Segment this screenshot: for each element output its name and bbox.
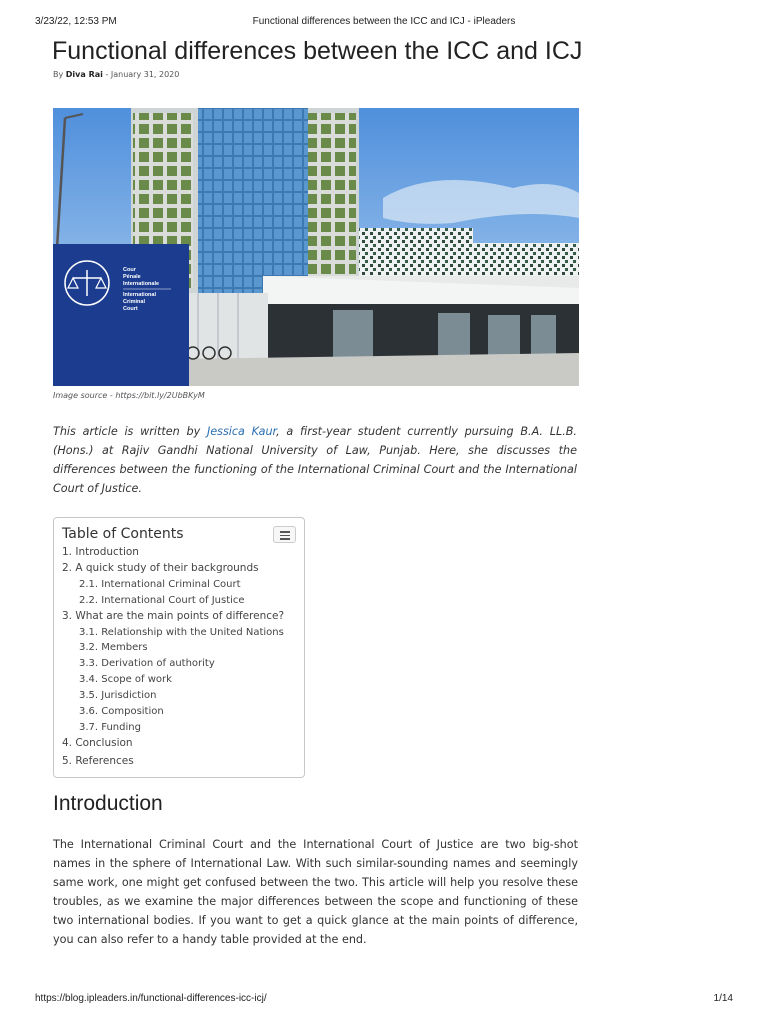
print-page-title: Functional differences between the ICC and ICJ - iPleaders bbox=[252, 16, 516, 27]
toc-item-icj[interactable]: 2.2. International Court of Justice bbox=[79, 594, 245, 606]
menu-icon-line bbox=[280, 538, 290, 540]
print-datetime: 3/23/22, 12:53 PM bbox=[35, 16, 117, 27]
intro-text-before: This article is written by bbox=[53, 425, 207, 438]
author-link[interactable]: Diva Rai bbox=[65, 70, 103, 79]
toc-item-scope[interactable]: 3.4. Scope of work bbox=[79, 674, 172, 686]
author-intro-paragraph bbox=[53, 422, 577, 498]
sign-line: Internationale bbox=[123, 281, 160, 287]
toc-item-icc[interactable]: 2.1. International Criminal Court bbox=[79, 578, 241, 590]
toc-toggle-button[interactable] bbox=[273, 526, 296, 543]
publish-date: January 31, 2020 bbox=[110, 70, 180, 79]
menu-icon bbox=[280, 531, 290, 533]
toc-item-authority[interactable]: 3.3. Derivation of authority bbox=[79, 658, 215, 670]
sign-line: Pénale bbox=[123, 274, 141, 280]
section-heading-introduction: Introduction bbox=[53, 792, 163, 815]
article-title: Functional differences between the ICC and ICJ bbox=[52, 37, 583, 65]
toc-list bbox=[62, 545, 284, 770]
toc-item-funding[interactable]: 3.7. Funding bbox=[79, 721, 141, 733]
image-caption: Image source - https://bit.ly/2UbBKyM bbox=[53, 391, 205, 400]
intro-text-after: , a first-year student currently pursuing B.A. LL.B. (Hons.) at Rajiv Gandhi National University of Law, Punjab. Here, she discusses the differences between the functioning of the International Criminal Court and the International Court of Justice. bbox=[53, 425, 577, 495]
page-number: 1/14 bbox=[713, 993, 733, 1004]
toc-item-members[interactable]: 3.2. Members bbox=[79, 642, 148, 654]
toc-item-jurisdiction[interactable]: 3.5. Jurisdiction bbox=[79, 690, 157, 702]
toc-title: Table of Contents bbox=[62, 526, 184, 542]
table-of-contents bbox=[53, 517, 305, 778]
toc-item-differences[interactable]: 3. What are the main points of difference? bbox=[62, 609, 285, 622]
print-footer bbox=[35, 993, 733, 1007]
toc-item-references[interactable]: 5. References bbox=[62, 754, 134, 767]
toc-item-introduction[interactable]: 1. Introduction bbox=[62, 546, 139, 558]
sign-line: Cour bbox=[123, 267, 136, 273]
hero-image bbox=[53, 108, 579, 386]
toc-item-conclusion[interactable]: 4. Conclusion bbox=[62, 736, 133, 749]
byline bbox=[53, 70, 179, 79]
menu-icon-line bbox=[280, 535, 290, 537]
sign-line: Criminal bbox=[123, 299, 146, 305]
sign-line: Court bbox=[123, 306, 138, 312]
toc-item-composition[interactable]: 3.6. Composition bbox=[79, 706, 164, 718]
byline-separator: - bbox=[105, 70, 111, 79]
page-url: https://blog.ipleaders.in/functional-differences-icc-icj/ bbox=[35, 993, 267, 1004]
icc-building-photo bbox=[53, 108, 579, 386]
print-header bbox=[35, 16, 733, 30]
toc-item-backgrounds[interactable]: 2. A quick study of their backgrounds bbox=[62, 561, 259, 574]
toc-item-un-relationship[interactable]: 3.1. Relationship with the United Nations bbox=[79, 626, 284, 638]
author-profile-link[interactable]: Jessica Kaur bbox=[206, 425, 277, 438]
sign-line: International bbox=[123, 292, 157, 298]
byline-prefix: By bbox=[53, 70, 64, 79]
introduction-paragraph: The International Criminal Court and the International Court of Justice are two big-shot names in the sphere of International Law. With such similar-sounding names and seemingly same work, one might get confused between the two. This article will help you resolve these troubles, as we examine the major differences between the scope and functioning of these two international bodies. If you want to get a quick glance at the main points of difference, you can also refer to a handy table provided at the end. bbox=[53, 838, 578, 946]
